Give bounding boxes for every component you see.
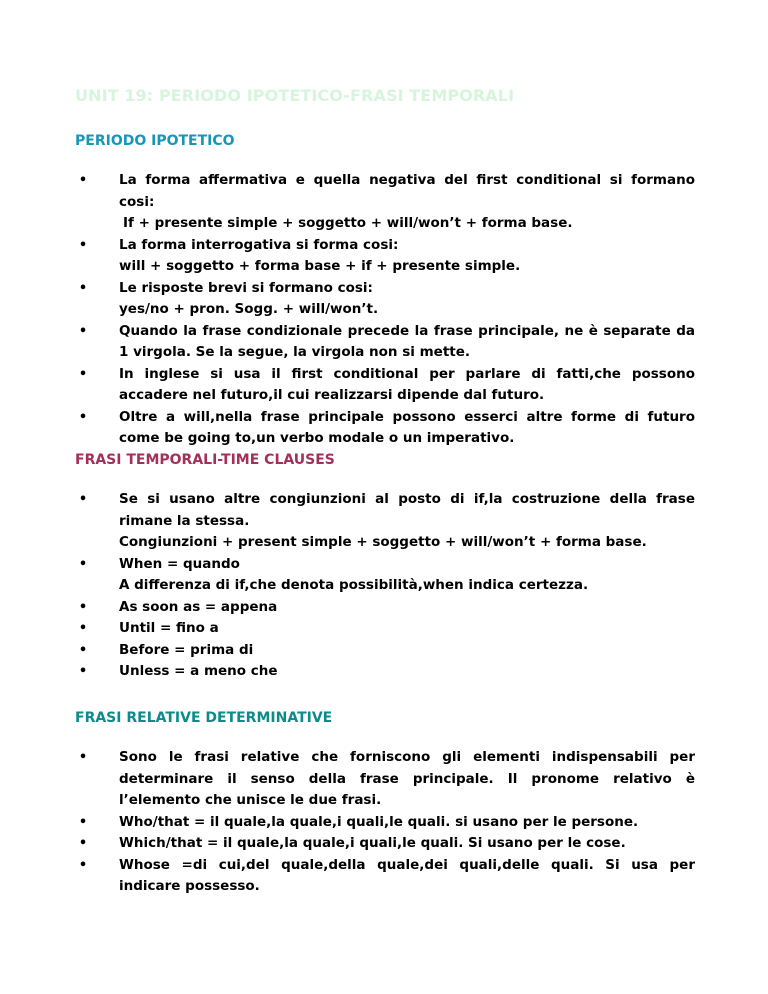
list-item-text: Le risposte brevi si formano cosi: [119,279,373,296]
list-item-text: Whose =di cui,del quale,della quale,dei quali,delle quali. Si usa per indicare possesso. [119,856,695,894]
bullet-list-frasi-relative [75,747,695,898]
list-item-text: Sono le frasi relative che forniscono gli elementi indispensabili per determinare il senso della frase principale. Il pronome relativo è l’elemento che unisce le due frasi. [119,749,695,808]
bullet-icon: • [78,599,88,615]
list-item-text: Unless = a meno che [119,663,278,679]
bullet-icon: • [78,366,88,382]
bullet-icon: • [78,664,88,679]
bullet-icon: • [78,492,88,507]
list-item-text: will + soggetto + forma base + if + presente simple. [119,258,521,274]
list-item [75,364,695,407]
list-item [75,640,695,662]
list-item [75,235,695,278]
bullet-icon: • [78,814,88,830]
bullet-icon: • [78,621,88,636]
list-item-text: Se si usano altre congiunzioni al posto di if,la costruzione della frase rimane la stessa. [119,491,695,529]
list-item [75,618,695,640]
bullet-icon: • [78,409,88,425]
list-item-text: yes/no + pron. Sogg. + will/won’t. [119,301,379,317]
section-heading-frasi-temporali: FRASI TEMPORALI-TIME CLAUSES [75,452,335,468]
list-item [75,747,695,812]
list-item [75,661,695,683]
bullet-icon: • [78,642,88,658]
bullet-icon: • [78,836,88,851]
list-item [75,170,695,235]
list-item-text: Congiunzioni + present simple + soggetto + will/won’t + forma base. [119,534,647,550]
list-item [75,278,695,321]
list-item-text: In inglese si usa il first conditional per parlare di fatti,che possono accadere nel futuro,il cui realizzarsi dipende dal futuro. [119,365,695,403]
list-item-text: Quando la frase condizionale precede la frase principale, ne è separate da 1 virgola. Se la segue, la virgola non si mette. [119,322,695,360]
list-item-text: Until = fino a [119,620,219,636]
list-item [75,407,695,450]
list-item [75,855,695,898]
list-item-text: If + presente simple + soggetto + will/won’t + forma base. [123,215,573,231]
list-item [75,597,695,619]
list-item-text: Who/that = il quale,la quale,i quali,le quali. si usano per le persone. [119,813,639,830]
bullet-icon: • [78,750,88,765]
bullet-icon: • [78,323,88,339]
unit-title: UNIT 19: PERIODO IPOTETICO-FRASI TEMPORALI [75,86,515,105]
list-item-text: As soon as = appena [119,598,278,615]
section-heading-periodo-ipotetico: PERIODO IPOTETICO [75,133,235,149]
bullet-icon: • [78,173,88,188]
bullet-list-periodo-ipotetico [75,170,695,450]
bullet-icon: • [78,237,88,253]
list-item [75,833,695,855]
bullet-icon: • [78,857,88,873]
list-item-text: Oltre a will,nella frase principale possono esserci altre forme di futuro come be going to,un verbo modale o un imperativo. [119,408,695,446]
list-item [75,554,695,597]
list-item-text: When = quando [119,555,240,572]
list-item-text: Before = prima di [119,641,254,658]
list-item-text: La forma interrogativa si forma cosi: [119,236,399,253]
list-item [75,812,695,834]
bullet-icon: • [78,280,88,296]
list-item-text: Which/that = il quale,la quale,i quali,le quali. Si usano per le cose. [119,835,626,851]
list-item [75,321,695,364]
bullet-list-frasi-temporali [75,489,695,683]
list-item [75,489,695,554]
list-item-text: A differenza di if,che denota possibilità,when indica certezza. [119,577,589,593]
section-heading-frasi-relative: FRASI RELATIVE DETERMINATIVE [75,710,333,726]
list-item-text: La forma affermativa e quella negativa del first conditional si formano cosi: [119,172,695,210]
bullet-icon: • [78,556,88,572]
